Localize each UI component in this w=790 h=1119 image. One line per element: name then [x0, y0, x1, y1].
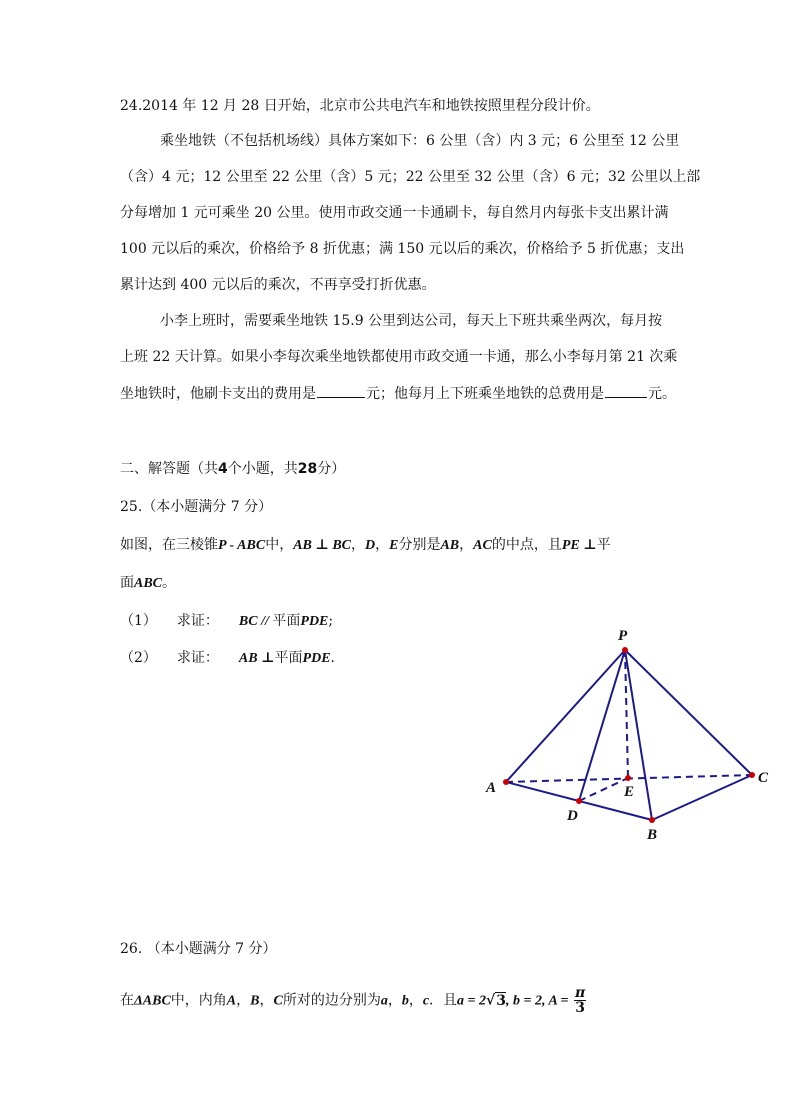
- q25-sep-3: ，: [459, 537, 474, 553]
- q25-sub-2-plane: 平面: [274, 650, 303, 666]
- q25-header: 25.（本小题满分 7 分）: [120, 499, 273, 515]
- q25-bc-parallel: BC //: [238, 614, 273, 629]
- section-2-count: 4: [218, 461, 228, 477]
- label-b: B: [647, 827, 658, 843]
- q24-line-2: 乘坐地铁（不包括机场线）具体方案如下：6 公里（含）内 3 元；6 公里至 12 公里: [160, 133, 680, 149]
- q26-text-a: 在: [120, 992, 134, 1009]
- q25-pyramid: P - ABC: [218, 538, 266, 553]
- q26-sep-4: ，: [408, 992, 423, 1009]
- q26-line-1: [120, 986, 586, 1015]
- q25-sep-2: ，: [375, 537, 390, 553]
- q24-line-9-b: 元；他每月上下班乘坐地铁的总费用是: [366, 386, 604, 402]
- q25-point-d: D: [365, 538, 376, 553]
- q25-sub-2-number: （2）: [120, 650, 157, 666]
- section-2-heading: [120, 459, 345, 479]
- q26-header: 26. （本小题满分 7 分）: [120, 941, 277, 957]
- q24-line-3: （含）4 元；12 公里至 22 公里（含）5 元；22 公里至 32 公里（含）6 元；32 公里以上部: [120, 169, 701, 185]
- edge-pa: [506, 650, 625, 782]
- q24-line-7: 小李上班时，需要乘坐地铁 15.9 公里到达公司，每天上下班共乘坐两次，每月按: [160, 313, 663, 329]
- q26-angle-a: A: [226, 993, 237, 1009]
- q26-triangle: ΔABC: [134, 993, 171, 1009]
- q25-period: 。: [162, 575, 177, 591]
- q25-sep-1: ，: [351, 537, 365, 553]
- q25-text-a: 如图，在三棱锥: [120, 537, 218, 553]
- q25-sub-1: [120, 611, 333, 632]
- q24-line-9-a: 坐地铁时，他刷卡支出的费用是: [120, 386, 316, 402]
- q25-sub-2-label: 求证：: [176, 650, 219, 666]
- answer-blank-2[interactable]: [605, 383, 647, 398]
- q25-point-e: E: [389, 538, 399, 553]
- q26-frac-num: π: [575, 985, 586, 1001]
- q25-text-i: 平: [596, 537, 611, 553]
- label-p: P: [618, 628, 628, 644]
- edge-de-hidden: [579, 778, 628, 801]
- q25-seg-ab: AB: [440, 538, 460, 553]
- q24-line-5: 100 元以后的乘次，价格给予 8 折优惠；满 150 元以后的乘次，价格给予 5 折优惠；支出: [120, 241, 685, 257]
- q26-eq-b: , b = 2, A =: [505, 993, 572, 1009]
- q25-text-h: 的中点，且: [491, 537, 562, 553]
- q24-line-1: 24.2014 年 12 月 28 日开始，北京市公共电汽车和地铁按照里程分段计价。: [120, 98, 600, 114]
- q26-angle-c: C: [273, 993, 283, 1009]
- q25-sub-1-number: （1）: [120, 613, 157, 629]
- q26-sep-3: ，: [387, 992, 402, 1009]
- label-e: E: [624, 784, 635, 800]
- section-2-title-b: 个小题，共: [227, 461, 298, 477]
- vertex-b: [649, 817, 655, 823]
- q26-fraction: [574, 986, 586, 1015]
- vertex-a: [503, 779, 509, 785]
- q26-sep-2: ，: [259, 992, 274, 1009]
- q25-sub-2-end: .: [330, 650, 335, 666]
- q25-sub-1-pde: PDE: [300, 614, 329, 629]
- q25-text-f: 分别是: [398, 537, 441, 553]
- q25-sub-2: [120, 648, 335, 669]
- q26-text-d: ．且: [429, 992, 458, 1009]
- label-a: A: [486, 780, 497, 796]
- label-c: C: [758, 770, 769, 786]
- q26-text-c: 所对的边分别为: [282, 992, 381, 1009]
- section-2-points: 28: [297, 461, 318, 477]
- vertex-c: [749, 772, 755, 778]
- q25-text-plane: 面: [120, 575, 134, 591]
- q25-sub-1-label: 求证：: [176, 613, 219, 629]
- q26-side-c: c: [422, 993, 430, 1009]
- section-2-title-a: 二、解答题（共: [120, 461, 218, 477]
- q26-sep-1: ，: [236, 992, 251, 1009]
- label-d: D: [567, 808, 578, 824]
- q25-sub-2-pde: PDE: [302, 651, 331, 666]
- q25-pe-perp: PE ⊥: [561, 538, 597, 553]
- q24-line-4: 分每增加 1 元可乘坐 20 公里。使用市政交通一卡通刷卡，每自然月内每张卡支出累计满: [120, 205, 669, 221]
- vertex-p: [622, 647, 628, 653]
- q24-line-9-c: 元。: [648, 386, 676, 402]
- q25-line-1: [120, 535, 611, 556]
- q26-sqrt-3: 3: [496, 992, 506, 1009]
- vertex-d: [576, 798, 582, 804]
- answer-blank-1[interactable]: [317, 383, 365, 398]
- q25-sub-1-plane: 平面: [272, 613, 301, 629]
- pyramid-figure: [470, 620, 780, 850]
- q26-text-b: 中，内角: [170, 992, 227, 1009]
- q26-eq-a: a = 2: [457, 993, 487, 1009]
- q25-plane-abc: ABC: [134, 576, 163, 591]
- q26-angle-b: B: [250, 993, 260, 1009]
- q25-line-2: [120, 573, 176, 594]
- edge-bc: [652, 775, 752, 820]
- q24-line-8: 上班 22 天计算。如果小李每次乘坐地铁都使用市政交通一卡通，那么小李每月第 21 次乘: [120, 349, 678, 365]
- q26-frac-den: 3: [575, 1000, 585, 1016]
- q25-text-b: 中，: [265, 537, 294, 553]
- vertex-e: [625, 775, 631, 781]
- q25-ab-perp: AB ⊥: [238, 651, 275, 666]
- section-2-title-c: 分）: [317, 461, 346, 477]
- edge-pc: [625, 650, 752, 775]
- q25-ab-perp-bc: AB ⊥ BC: [293, 538, 351, 553]
- q26-side-a: a: [380, 993, 388, 1009]
- sqrt-symbol: √: [486, 992, 496, 1009]
- q24-line-6: 累计达到 400 元以后的乘次，不再享受打折优惠。: [120, 277, 436, 293]
- q26-side-b: b: [401, 993, 409, 1009]
- q24-line-9: [120, 383, 676, 404]
- q25-seg-ac: AC: [473, 538, 492, 553]
- q25-sub-1-end: ;: [328, 613, 334, 629]
